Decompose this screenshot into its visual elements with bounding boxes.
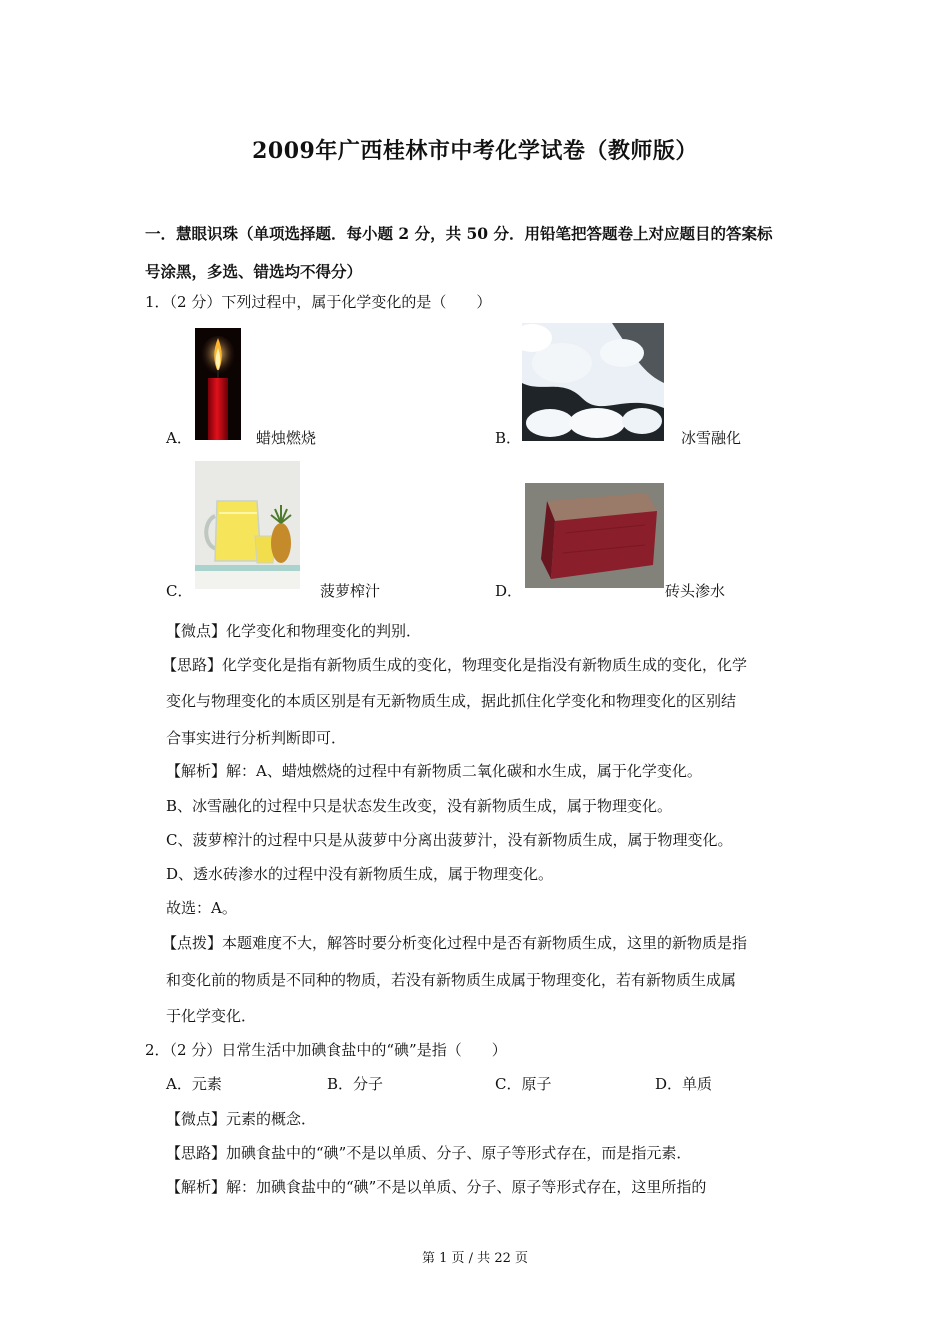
q1-tip-line1: 【点拨】本题难度不大，解答时要分析变化过程中是否有新物质生成，这里的新物质是指: [162, 934, 748, 952]
question-1-stem: 1．（2 分）下列过程中，属于化学变化的是（ ）: [145, 293, 492, 311]
option-a-letter: A．: [166, 429, 192, 447]
option-d-letter: D．: [495, 582, 523, 600]
option-b-label: 冰雪融化: [681, 429, 742, 447]
q1-idea-line3: 合事实进行分析判断即可．: [166, 729, 347, 747]
q2-point: 【微点】元素的概念．: [166, 1110, 317, 1128]
q1-answer: 故选：A。: [166, 899, 237, 917]
q1-analysis-line3: C、菠萝榨汁的过程中只是从菠萝中分离出菠萝汁，没有新物质生成，属于物理变化。: [166, 831, 733, 849]
page-title: 2009年广西桂林市中考化学试卷（教师版）: [252, 138, 698, 164]
pineapple-juice-image: [195, 461, 300, 589]
question-2-stem: 2．（2 分）日常生活中加碘食盐中的“碘”是指（ ）: [145, 1041, 507, 1059]
section-heading-line2: 号涂黑，多选、错选均不得分）: [145, 262, 363, 281]
q1-analysis-line2: B、冰雪融化的过程中只是状态发生改变，没有新物质生成，属于物理变化。: [166, 797, 673, 815]
q1-point: 【微点】化学变化和物理变化的判别．: [166, 622, 422, 640]
q1-tip-line2: 和变化前的物质是不同种的物质，若没有新物质生成属于物理变化，若有新物质生成属: [166, 971, 737, 989]
option-c-label: 菠萝榨汁: [320, 582, 381, 600]
q1-idea-line2: 变化与物理变化的本质区别是有无新物质生成，据此抓住化学变化和物理变化的区别结: [166, 692, 737, 710]
option-c-letter: C．: [166, 582, 193, 600]
option-d-label: 砖头渗水: [665, 582, 726, 600]
page-footer: 第 1 页 / 共 22 页: [422, 1251, 528, 1266]
snow-image: [522, 323, 664, 441]
brick-image: [525, 483, 664, 588]
q1-tip-line3: 于化学变化．: [166, 1007, 257, 1025]
option-b-letter: B．: [495, 429, 522, 447]
candle-image: [195, 328, 241, 440]
section-heading-line1: 一．慧眼识珠（单项选择题．每小题 2 分，共 50 分．用铅笔把答题卷上对应题目的答案标: [145, 224, 773, 243]
q1-analysis-line1: 【解析】解：A、蜡烛燃烧的过程中有新物质二氧化碳和水生成，属于化学变化。: [166, 762, 702, 780]
q1-analysis-line4: D、透水砖渗水的过程中没有新物质生成，属于物理变化。: [166, 865, 554, 883]
q2-option-c: C．原子: [495, 1075, 552, 1093]
q1-idea-line1: 【思路】化学变化是指有新物质生成的变化，物理变化是指没有新物质生成的变化，化学: [162, 656, 748, 674]
q2-analysis: 【解析】解：加碘食盐中的“碘”不是以单质、分子、原子等形式存在，这里所指的: [166, 1178, 707, 1196]
q2-option-b: B．分子: [327, 1075, 384, 1093]
q2-option-d: D．单质: [655, 1075, 713, 1093]
q2-idea: 【思路】加碘食盐中的“碘”不是以单质、分子、原子等形式存在，而是指元素．: [166, 1144, 692, 1162]
q2-option-a: A．元素: [166, 1075, 222, 1093]
option-a-label: 蜡烛燃烧: [256, 429, 317, 447]
